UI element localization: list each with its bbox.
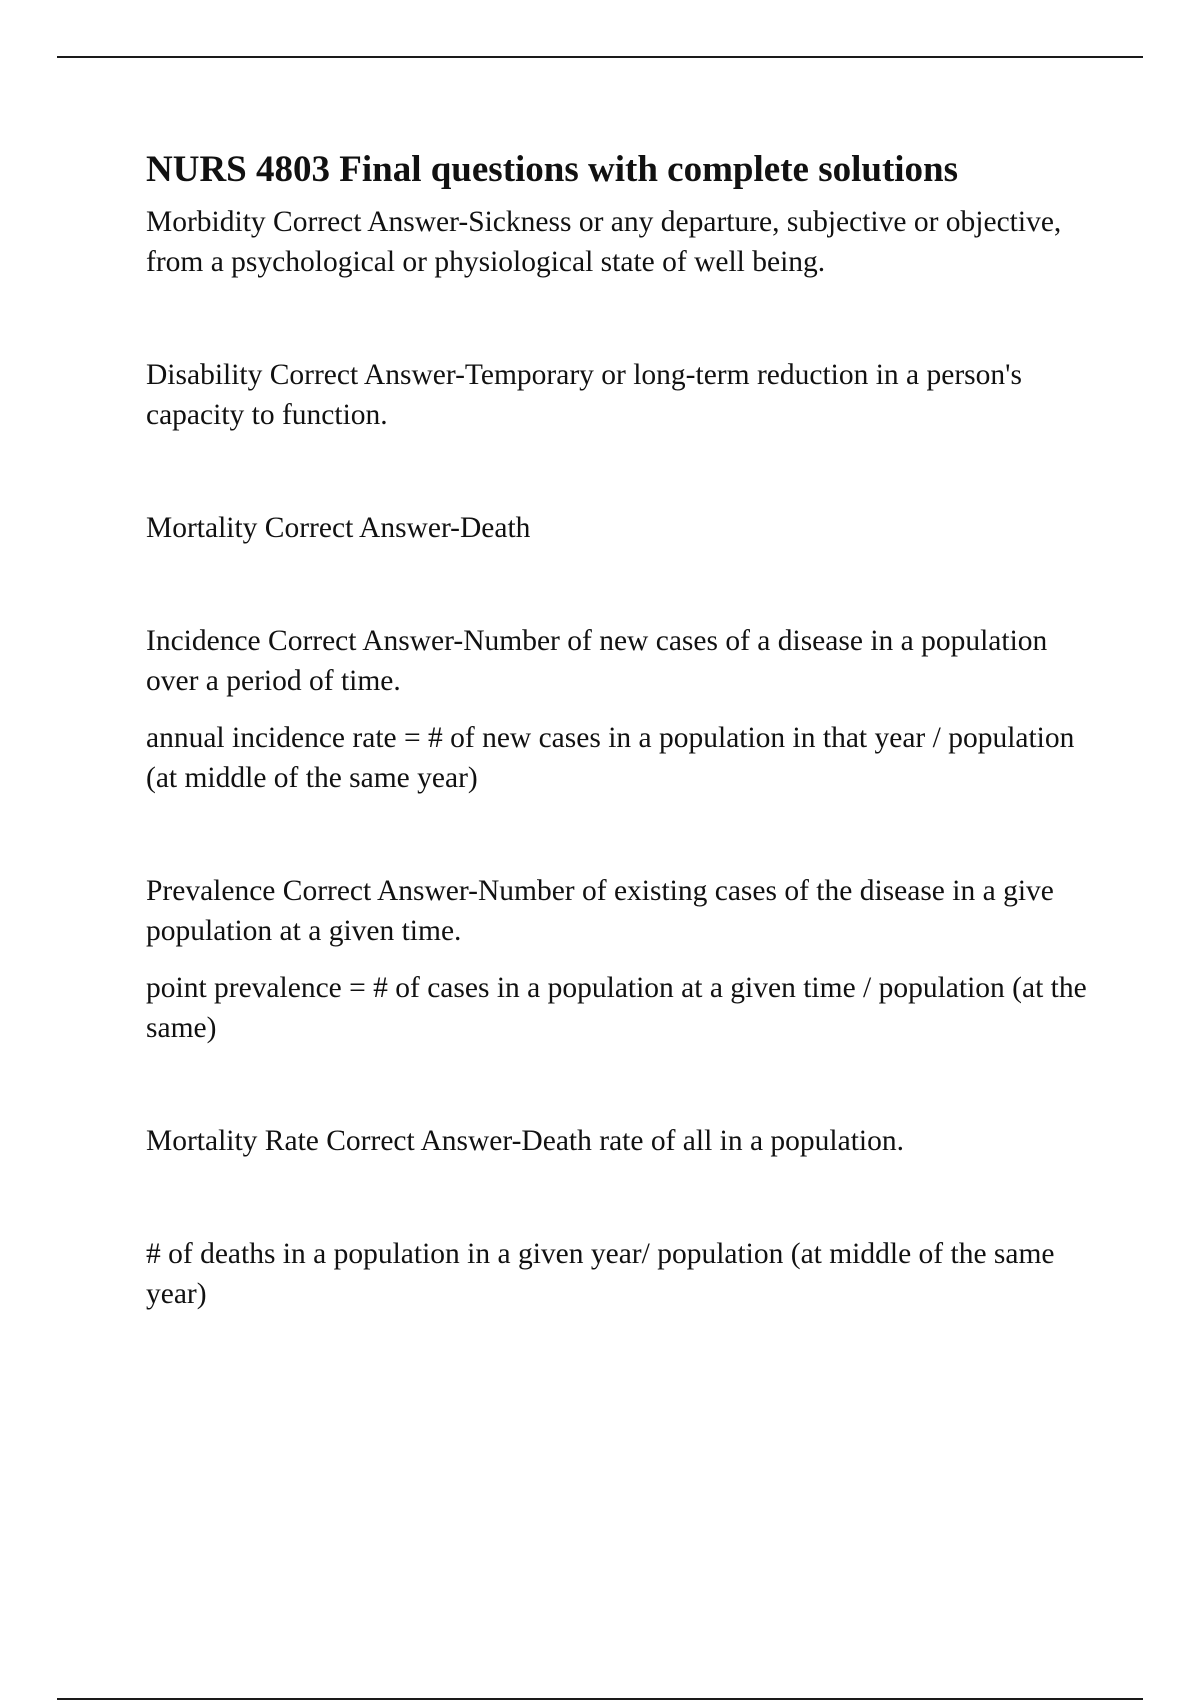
entry-prevalence-formula: point prevalence = # of cases in a population at a given time / population (at the same) (146, 972, 1087, 1044)
entry-mortality: Mortality Correct Answer-Death (146, 512, 531, 544)
entry-mortality-rate: Mortality Rate Correct Answer-Death rate of all in a population. (146, 1125, 904, 1157)
document-body (146, 140, 1106, 1314)
top-rule (57, 56, 1143, 58)
entry-disability: Disability Correct Answer-Temporary or long-term reduction in a person's capacity to function. (146, 359, 1022, 431)
entry-incidence: Incidence Correct Answer-Number of new cases of a disease in a population over a period of time. (146, 625, 1048, 697)
document-title: NURS 4803 Final questions with complete solutions (146, 149, 959, 190)
entry-incidence-formula: annual incidence rate = # of new cases in a population in that year / population (at middle of the same year) (146, 722, 1075, 794)
entry-morbidity: Morbidity Correct Answer-Sickness or any departure, subjective or objective, from a psychological or physiological state of well being. (146, 206, 1062, 278)
entry-prevalence: Prevalence Correct Answer-Number of existing cases of the disease in a give population at a given time. (146, 875, 1054, 947)
entry-mortality-rate-formula: # of deaths in a population in a given year/ population (at middle of the same year) (146, 1238, 1055, 1310)
